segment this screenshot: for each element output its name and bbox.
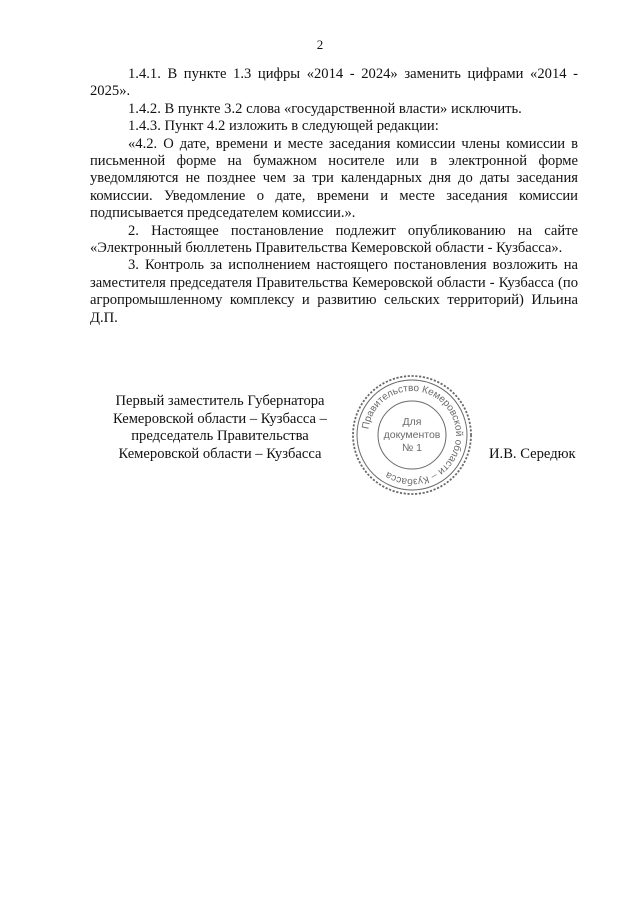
signer-name: И.В. Середюк: [489, 446, 576, 462]
document-body: [90, 66, 578, 327]
seal-ring-text: Правительство Кемеровской области – Кузбасса: [360, 382, 465, 488]
seal-center-line-1: Для: [402, 416, 422, 428]
seal-center-line-2: документов: [383, 429, 441, 441]
paragraph-1-4-2: 1.4.2. В пункте 3.2 слова «государственной власти» исключить.: [128, 100, 522, 117]
seal-graphic: [350, 373, 474, 497]
page-number: 2: [316, 37, 324, 52]
paragraph-1-4-1: 1.4.1. В пункте 1.3 цифры «2014 - 2024» заменить цифрами «2014 - 2025».: [90, 66, 578, 100]
seal-center-line-3: № 1: [401, 442, 423, 454]
official-seal-stamp: [350, 373, 474, 497]
signatory-line: председатель Правительства: [131, 428, 309, 445]
signatory-position: [90, 393, 350, 463]
paragraph-4-2-quote: «4.2. О дате, времени и месте заседания комиссии члены комиссии в письменной форме на бумажном носителе или в электронной форме уведомляются не позднее чем за три календарных дня до даты заседания комиссии. Уведомление о дате, времени и месте заседания комиссии подписывается председателем комиссии.».: [90, 135, 578, 222]
signatory-line: Первый заместитель Губернатора: [115, 393, 325, 409]
signatory-line: Кемеровской области – Кузбасса –: [113, 410, 327, 427]
signatory-line: Кемеровской области – Кузбасса: [118, 445, 322, 462]
paragraph-1-4-3: 1.4.3. Пункт 4.2 изложить в следующей редакции:: [128, 118, 439, 135]
paragraph-3: 3. Контроль за исполнением настоящего постановления возложить на заместителя председателя Правительства Кемеровской области - Кузбасса (по агропромышленному комплексу и развитию сельских территорий) Ильина Д.П.: [90, 257, 578, 326]
paragraph-2: 2. Настоящее постановление подлежит опубликованию на сайте «Электронный бюллетень Правительства Кемеровской области - Кузбасса».: [90, 222, 578, 257]
